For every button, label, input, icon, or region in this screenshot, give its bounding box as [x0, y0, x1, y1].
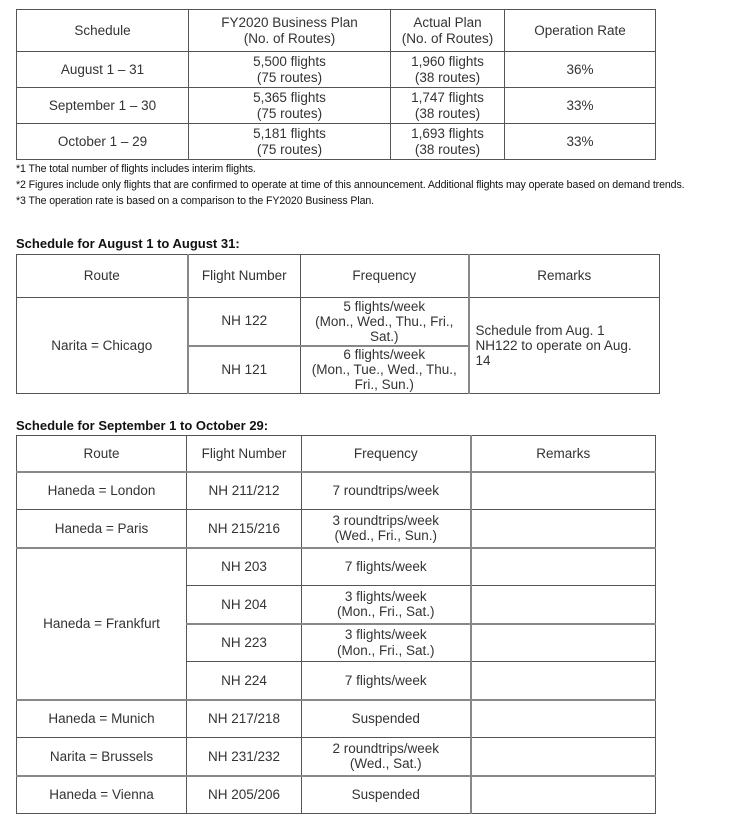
header-business-plan	[189, 10, 391, 52]
route-cell: Haneda = London	[17, 472, 187, 510]
frequency-days: (Wed., Sat.)	[349, 756, 422, 772]
plan-flights: 5,500 flights	[253, 53, 326, 69]
footnote-2: *2 Figures include only flights that are confirmed to operate at time of this announcement. Additional flights may operate based on demand trends.	[16, 179, 685, 191]
footnote-3: *3 The operation rate is based on a comparison to the FY2020 Business Plan.	[16, 195, 375, 207]
actual-cell	[391, 88, 505, 124]
frequency-cell	[302, 624, 471, 662]
plan-cell	[189, 88, 391, 124]
frequency-cell	[302, 472, 471, 510]
sep-oct-schedule-table	[16, 435, 656, 814]
remarks-cell	[471, 700, 656, 738]
frequency-text: Suspended	[351, 711, 420, 726]
frequency-text: 5 flights/week	[343, 298, 426, 314]
actual-routes: (38 routes)	[414, 105, 481, 121]
header-frequency: Frequency	[302, 436, 471, 472]
frequency-text: 2 roundtrips/week	[332, 740, 440, 756]
remarks-text: NH122 to operate on Aug.	[475, 338, 632, 353]
frequency-days: (Mon., Fri., Sat.)	[336, 604, 435, 620]
frequency-text: Suspended	[351, 787, 420, 802]
rate-cell: 33%	[505, 124, 656, 160]
header-operation-rate	[505, 10, 656, 52]
table-row	[17, 298, 660, 346]
route-cell: Haneda = Paris	[17, 510, 187, 548]
header-frequency: Frequency	[301, 255, 469, 298]
remarks-text: 14	[475, 353, 491, 368]
header-schedule	[17, 10, 189, 52]
overview-table	[16, 9, 656, 160]
route-cell: Narita = Brussels	[17, 738, 187, 776]
actual-flights: 1,960 flights	[411, 53, 484, 69]
frequency-cell	[301, 346, 469, 394]
table-row	[17, 88, 656, 124]
footnote-1: *1 The total number of flights includes interim flights.	[16, 163, 256, 175]
table-row	[17, 472, 656, 510]
remarks-cell	[471, 662, 656, 700]
route-cell: Haneda = Frankfurt	[17, 548, 187, 700]
frequency-days: (Mon., Wed., Thu., Fri.,	[315, 313, 454, 329]
sep-oct-header-row	[17, 436, 656, 472]
table-row	[17, 124, 656, 160]
remarks-cell	[471, 548, 656, 586]
august-section-title: Schedule for August 1 to August 31:	[16, 236, 240, 251]
frequency-text: 3 flights/week	[344, 588, 427, 604]
remarks-cell	[469, 298, 660, 394]
actual-flights: 1,747 flights	[411, 89, 484, 105]
remarks-cell	[471, 510, 656, 548]
header-remarks: Remarks	[471, 436, 656, 472]
table-row	[17, 738, 656, 776]
rate-cell: 36%	[505, 52, 656, 88]
remarks-cell	[471, 624, 656, 662]
header-text: Schedule	[74, 22, 131, 38]
remarks-text: Schedule from Aug. 1	[475, 323, 605, 338]
frequency-text: 3 flights/week	[344, 627, 427, 643]
frequency-cell	[302, 510, 471, 548]
frequency-cell	[302, 700, 471, 738]
table-row	[17, 548, 656, 586]
frequency-text: 6 flights/week	[343, 347, 426, 363]
plan-routes: (75 routes)	[256, 141, 323, 157]
frequency-days: (Mon., Fri., Sat.)	[336, 642, 435, 658]
header-flight-number: Flight Number	[188, 255, 301, 298]
rate-cell: 33%	[505, 88, 656, 124]
schedule-cell: September 1 – 30	[17, 88, 189, 124]
actual-routes: (38 routes)	[414, 69, 481, 85]
header-text: (No. of Routes)	[243, 30, 336, 46]
remarks-cell	[471, 776, 656, 814]
remarks-cell	[471, 472, 656, 510]
august-header-row	[17, 255, 660, 298]
flight-number-cell: NH 205/206	[187, 776, 302, 814]
actual-flights: 1,693 flights	[411, 125, 484, 141]
flight-number-cell: NH 231/232	[187, 738, 302, 776]
plan-cell	[189, 52, 391, 88]
frequency-cell	[302, 548, 471, 586]
flight-number-cell: NH 204	[187, 586, 302, 624]
table-row	[17, 700, 656, 738]
frequency-cell	[302, 776, 471, 814]
frequency-cell	[302, 662, 471, 700]
frequency-days: (Wed., Fri., Sun.)	[334, 528, 438, 544]
header-remarks: Remarks	[469, 255, 660, 298]
actual-cell	[391, 52, 505, 88]
table-row	[17, 776, 656, 814]
flight-number-cell: NH 211/212	[187, 472, 302, 510]
flight-number-cell: NH 203	[187, 548, 302, 586]
flight-number-cell: NH 121	[188, 346, 301, 394]
actual-routes: (38 routes)	[414, 141, 481, 157]
frequency-days: Fri., Sun.)	[354, 377, 414, 393]
header-text: (No. of Routes)	[401, 30, 494, 46]
plan-routes: (75 routes)	[256, 105, 323, 121]
sep-oct-section-title: Schedule for September 1 to October 29:	[16, 418, 269, 433]
plan-flights: 5,365 flights	[253, 89, 326, 105]
flight-number-cell: NH 122	[188, 298, 301, 346]
frequency-days: Sat.)	[369, 328, 399, 344]
frequency-cell	[302, 738, 471, 776]
actual-cell	[391, 124, 505, 160]
flight-number-cell: NH 223	[187, 624, 302, 662]
frequency-text: 3 roundtrips/week	[332, 512, 440, 528]
header-route: Route	[17, 436, 187, 472]
august-schedule-table	[16, 254, 660, 394]
route-cell: Narita = Chicago	[17, 298, 188, 394]
frequency-text: 7 flights/week	[344, 559, 427, 574]
plan-cell	[189, 124, 391, 160]
header-text: Operation Rate	[534, 22, 626, 38]
schedule-cell: August 1 – 31	[17, 52, 189, 88]
overview-header-row	[17, 10, 656, 52]
header-text: Actual Plan	[413, 14, 482, 30]
plan-routes: (75 routes)	[256, 69, 323, 85]
remarks-cell	[471, 738, 656, 776]
table-row	[17, 52, 656, 88]
header-flight-number: Flight Number	[187, 436, 302, 472]
header-text: FY2020 Business Plan	[221, 14, 358, 30]
plan-flights: 5,181 flights	[253, 125, 326, 141]
route-cell: Haneda = Vienna	[17, 776, 187, 814]
frequency-text: 7 flights/week	[344, 672, 427, 688]
route-cell: Haneda = Munich	[17, 700, 187, 738]
flight-number-cell: NH 215/216	[187, 510, 302, 548]
frequency-days: (Mon., Tue., Wed., Thu.,	[311, 362, 457, 378]
schedule-cell: October 1 – 29	[17, 124, 189, 160]
flight-number-cell: NH 217/218	[187, 700, 302, 738]
frequency-cell	[301, 298, 469, 346]
header-actual-plan	[391, 10, 505, 52]
flight-number-cell: NH 224	[187, 662, 302, 700]
table-row	[17, 510, 656, 548]
frequency-cell	[302, 586, 471, 624]
frequency-text: 7 roundtrips/week	[332, 483, 440, 498]
header-route: Route	[17, 255, 188, 298]
remarks-cell	[471, 586, 656, 624]
